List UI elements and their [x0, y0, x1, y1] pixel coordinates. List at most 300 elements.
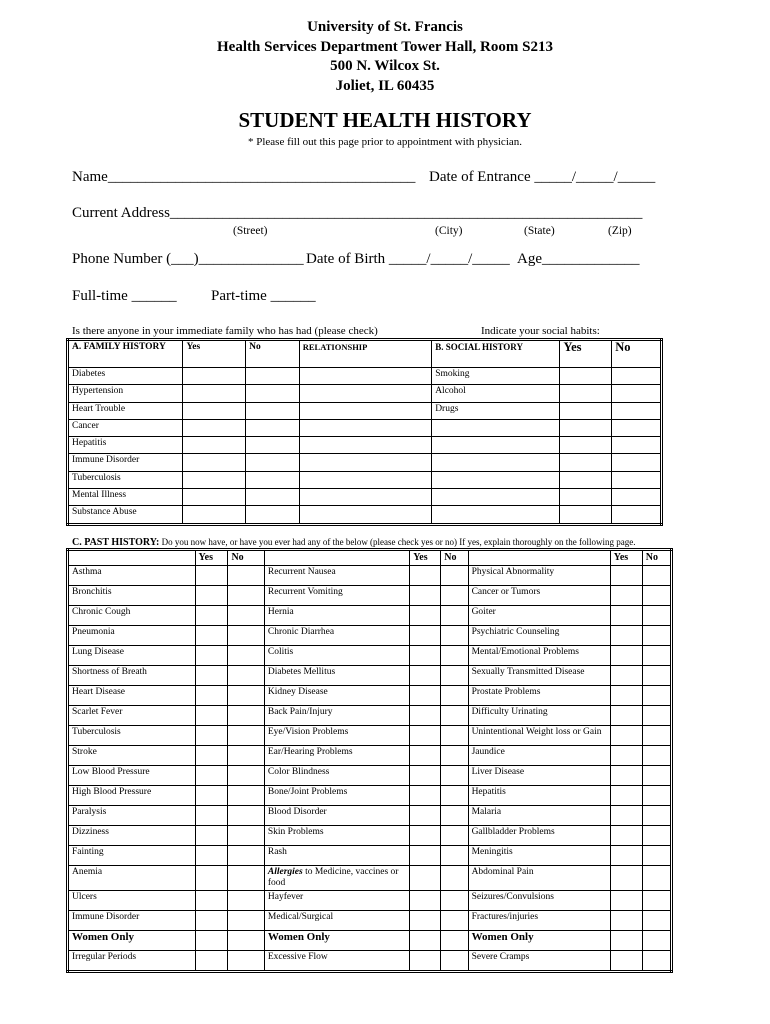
- past-no-checkbox[interactable]: [642, 866, 671, 891]
- past-history-row: [68, 586, 672, 606]
- family-history-row: [68, 454, 662, 471]
- past-yes-checkbox[interactable]: [610, 806, 642, 826]
- past-no-checkbox[interactable]: [441, 646, 468, 666]
- past-yes-checkbox[interactable]: [195, 786, 228, 806]
- past-no-header-3: No: [642, 550, 671, 566]
- social-habit-label: [432, 471, 560, 488]
- past-yes-checkbox[interactable]: [195, 626, 228, 646]
- past-condition-label: Asthma: [68, 566, 196, 586]
- past-history-row: [68, 951, 672, 972]
- social-yes-checkbox[interactable]: [560, 471, 612, 488]
- family-history-row: [68, 368, 662, 385]
- family-yes-checkbox[interactable]: [183, 437, 246, 454]
- past-yes-checkbox[interactable]: [410, 786, 441, 806]
- past-no-checkbox[interactable]: [441, 826, 468, 846]
- past-yes-checkbox[interactable]: [410, 606, 441, 626]
- family-no-checkbox[interactable]: [246, 437, 300, 454]
- family-history-row: [68, 402, 662, 419]
- past-no-checkbox[interactable]: [228, 666, 264, 686]
- header-line-2: Health Services Department Tower Hall, Room S213: [217, 38, 553, 55]
- past-no-checkbox[interactable]: [228, 626, 264, 646]
- social-no-checkbox[interactable]: [612, 385, 662, 402]
- past-condition-label: Severe Cramps: [468, 951, 610, 972]
- past-blank-header: [68, 550, 196, 566]
- family-history-row: [68, 489, 662, 506]
- past-yes-checkbox[interactable]: [610, 951, 642, 972]
- family-yes-checkbox[interactable]: [183, 402, 246, 419]
- past-no-checkbox: [441, 931, 468, 951]
- past-no-checkbox[interactable]: [642, 911, 671, 931]
- family-yes-checkbox[interactable]: [183, 385, 246, 402]
- social-habit-label: [432, 437, 560, 454]
- allergies-rest: to Medicine, vaccines or food: [267, 867, 399, 888]
- past-yes-checkbox: [410, 931, 441, 951]
- allergies-emphasis: Allergies: [267, 867, 303, 877]
- past-no-checkbox[interactable]: [642, 891, 671, 911]
- past-condition-label: Colitis: [264, 646, 409, 666]
- past-no-checkbox[interactable]: [441, 891, 468, 911]
- past-history-row: [68, 911, 672, 931]
- past-no-checkbox[interactable]: [228, 766, 264, 786]
- past-history-table: [66, 548, 673, 973]
- past-yes-checkbox[interactable]: [195, 846, 228, 866]
- family-condition-label: Tuberculosis: [68, 471, 183, 488]
- past-yes-checkbox[interactable]: [410, 826, 441, 846]
- social-yes-checkbox[interactable]: [560, 489, 612, 506]
- family-social-history-table: [66, 338, 663, 526]
- past-no-checkbox[interactable]: [642, 666, 671, 686]
- past-condition-label: Jaundice: [468, 746, 610, 766]
- past-condition-label: Lung Disease: [68, 646, 196, 666]
- past-no-checkbox[interactable]: [642, 686, 671, 706]
- past-yes-checkbox[interactable]: [610, 626, 642, 646]
- past-condition-label: Liver Disease: [468, 766, 610, 786]
- institution-header: [0, 18, 770, 96]
- past-no-checkbox: [642, 931, 671, 951]
- past-history-row: [68, 891, 672, 911]
- past-no-checkbox[interactable]: [228, 911, 264, 931]
- past-no-checkbox[interactable]: [228, 686, 264, 706]
- family-yes-checkbox[interactable]: [183, 489, 246, 506]
- family-condition-label: Substance Abuse: [68, 506, 183, 524]
- past-no-checkbox[interactable]: [228, 606, 264, 626]
- past-no-checkbox[interactable]: [441, 586, 468, 606]
- family-history-row: [68, 419, 662, 436]
- past-yes-checkbox[interactable]: [195, 891, 228, 911]
- past-yes-checkbox[interactable]: [195, 726, 228, 746]
- page-title: STUDENT HEALTH HISTORY: [238, 108, 532, 132]
- social-no-checkbox[interactable]: [612, 368, 662, 385]
- page-subtitle: * Please fill out this page prior to appointment with physician.: [247, 136, 523, 148]
- family-history-header: A. FAMILY HISTORY: [68, 340, 183, 368]
- past-yes-checkbox[interactable]: [195, 826, 228, 846]
- past-no-checkbox[interactable]: [228, 846, 264, 866]
- social-no-checkbox[interactable]: [612, 489, 662, 506]
- past-no-checkbox[interactable]: [642, 746, 671, 766]
- past-condition-label: Cancer or Tumors: [468, 586, 610, 606]
- past-condition-label: Unintentional Weight loss or Gain: [468, 726, 610, 746]
- family-condition-label: Diabetes: [68, 368, 183, 385]
- past-condition-label: Ear/Hearing Problems: [264, 746, 409, 766]
- past-yes-checkbox[interactable]: [195, 646, 228, 666]
- relationship-field[interactable]: [299, 385, 431, 402]
- past-condition-label: [264, 866, 409, 891]
- family-no-checkbox[interactable]: [246, 385, 300, 402]
- past-yes-header-1: Yes: [195, 550, 228, 566]
- past-condition-label: Sexually Transmitted Disease: [468, 666, 610, 686]
- full-time-field[interactable]: Full-time ______: [72, 288, 177, 304]
- header-line-3: 500 N. Wilcox St.: [330, 58, 440, 74]
- past-yes-checkbox[interactable]: [610, 666, 642, 686]
- past-yes-checkbox[interactable]: [195, 606, 228, 626]
- past-no-checkbox[interactable]: [441, 726, 468, 746]
- relationship-field[interactable]: [299, 402, 431, 419]
- past-history-row: [68, 646, 672, 666]
- past-yes-checkbox[interactable]: [195, 586, 228, 606]
- past-condition-label: Chronic Diarrhea: [264, 626, 409, 646]
- past-condition-label: Hepatitis: [468, 786, 610, 806]
- past-yes-checkbox[interactable]: [610, 586, 642, 606]
- family-no-checkbox[interactable]: [246, 489, 300, 506]
- past-no-checkbox[interactable]: [228, 586, 264, 606]
- past-no-checkbox[interactable]: [441, 951, 468, 972]
- past-condition-label: Ulcers: [68, 891, 196, 911]
- header-line-4: Joliet, IL 60435: [335, 77, 435, 94]
- family-yes-header: Yes: [183, 340, 246, 368]
- past-history-row: [68, 666, 672, 686]
- relationship-field[interactable]: [299, 489, 431, 506]
- past-no-checkbox[interactable]: [228, 826, 264, 846]
- past-yes-checkbox[interactable]: [195, 806, 228, 826]
- past-history-row: [68, 866, 672, 891]
- date-of-entrance-field[interactable]: Date of Entrance _____/_____/_____: [429, 169, 656, 185]
- past-condition-label: Heart Disease: [68, 686, 196, 706]
- date-of-birth-field[interactable]: Date of Birth _____/_____/_____: [306, 251, 510, 267]
- past-history-row: [68, 846, 672, 866]
- past-yes-checkbox[interactable]: [610, 826, 642, 846]
- past-history-row: [68, 626, 672, 646]
- family-no-checkbox[interactable]: [246, 454, 300, 471]
- past-history-row: [68, 746, 672, 766]
- social-habit-label: [432, 454, 560, 471]
- past-yes-checkbox[interactable]: [410, 666, 441, 686]
- past-no-checkbox[interactable]: [642, 786, 671, 806]
- past-no-checkbox[interactable]: [228, 746, 264, 766]
- past-no-checkbox[interactable]: [228, 891, 264, 911]
- past-yes-checkbox[interactable]: [410, 746, 441, 766]
- family-history-row: [68, 385, 662, 402]
- past-no-checkbox[interactable]: [441, 566, 468, 586]
- past-history-row: [68, 606, 672, 626]
- past-yes-checkbox[interactable]: [410, 586, 441, 606]
- social-habit-label: Alcohol: [432, 385, 560, 402]
- social-habits-prompt: Indicate your social habits:: [481, 325, 600, 337]
- past-yes-checkbox[interactable]: [610, 726, 642, 746]
- social-yes-checkbox[interactable]: [560, 437, 612, 454]
- past-yes-checkbox[interactable]: [610, 866, 642, 891]
- past-condition-label: Diabetes Mellitus: [264, 666, 409, 686]
- past-no-checkbox[interactable]: [642, 566, 671, 586]
- past-yes-checkbox[interactable]: [410, 846, 441, 866]
- family-condition-label: Mental Illness: [68, 489, 183, 506]
- family-history-prompt: Is there anyone in your immediate family who has had (please check): [72, 325, 378, 337]
- social-habit-label: [432, 419, 560, 436]
- past-history-prompt: [72, 537, 635, 548]
- relationship-header: RELATIONSHIP: [299, 340, 431, 368]
- past-yes-checkbox[interactable]: [195, 686, 228, 706]
- past-yes-checkbox[interactable]: [410, 806, 441, 826]
- past-yes-checkbox[interactable]: [610, 786, 642, 806]
- past-condition-label: Pneumonia: [68, 626, 196, 646]
- past-condition-label: Excessive Flow: [264, 951, 409, 972]
- past-no-checkbox[interactable]: [228, 866, 264, 891]
- family-history-row: [68, 471, 662, 488]
- past-yes-checkbox: [195, 931, 228, 951]
- past-condition-label: Prostate Problems: [468, 686, 610, 706]
- family-condition-label: Cancer: [68, 419, 183, 436]
- past-no-checkbox[interactable]: [441, 606, 468, 626]
- past-no-checkbox[interactable]: [642, 726, 671, 746]
- family-no-checkbox[interactable]: [246, 471, 300, 488]
- past-yes-checkbox[interactable]: [410, 866, 441, 891]
- relationship-field[interactable]: [299, 437, 431, 454]
- family-condition-label: Hypertension: [68, 385, 183, 402]
- past-condition-label: Meningitis: [468, 846, 610, 866]
- past-no-checkbox[interactable]: [642, 626, 671, 646]
- past-condition-label: High Blood Pressure: [68, 786, 196, 806]
- part-time-field[interactable]: Part-time ______: [211, 288, 316, 304]
- past-yes-header-3: Yes: [610, 550, 642, 566]
- relationship-field[interactable]: [299, 471, 431, 488]
- past-no-checkbox[interactable]: [441, 846, 468, 866]
- past-no-checkbox[interactable]: [228, 951, 264, 972]
- past-yes-checkbox[interactable]: [195, 746, 228, 766]
- social-no-checkbox[interactable]: [612, 471, 662, 488]
- past-condition-label: Scarlet Fever: [68, 706, 196, 726]
- past-condition-label: Chronic Cough: [68, 606, 196, 626]
- relationship-field[interactable]: [299, 368, 431, 385]
- family-yes-checkbox[interactable]: [183, 454, 246, 471]
- past-no-checkbox[interactable]: [228, 726, 264, 746]
- social-no-header: No: [612, 340, 662, 368]
- social-yes-checkbox[interactable]: [560, 385, 612, 402]
- past-no-header-2: No: [441, 550, 468, 566]
- past-yes-checkbox[interactable]: [195, 766, 228, 786]
- past-condition-label: Mental/Emotional Problems: [468, 646, 610, 666]
- past-yes-checkbox[interactable]: [610, 706, 642, 726]
- past-yes-checkbox[interactable]: [610, 766, 642, 786]
- social-yes-checkbox[interactable]: [560, 402, 612, 419]
- past-history-row: [68, 786, 672, 806]
- past-no-checkbox[interactable]: [642, 646, 671, 666]
- past-history-row: [68, 806, 672, 826]
- past-history-row: [68, 686, 672, 706]
- past-history-row: [68, 766, 672, 786]
- past-condition-label: Hernia: [264, 606, 409, 626]
- past-yes-checkbox[interactable]: [195, 706, 228, 726]
- past-no-checkbox[interactable]: [642, 951, 671, 972]
- family-yes-checkbox[interactable]: [183, 419, 246, 436]
- past-no-checkbox[interactable]: [642, 706, 671, 726]
- past-yes-checkbox[interactable]: [610, 846, 642, 866]
- past-no-checkbox[interactable]: [228, 646, 264, 666]
- past-no-checkbox[interactable]: [642, 766, 671, 786]
- past-yes-checkbox[interactable]: [410, 686, 441, 706]
- city-label: (City): [435, 225, 463, 237]
- family-yes-checkbox[interactable]: [183, 506, 246, 524]
- family-yes-checkbox[interactable]: [183, 368, 246, 385]
- past-condition-label: Back Pain/Injury: [264, 706, 409, 726]
- past-no-checkbox[interactable]: [228, 786, 264, 806]
- past-condition-label: Physical Abnormality: [468, 566, 610, 586]
- social-history-header: B. SOCIAL HISTORY: [432, 340, 560, 368]
- past-no-checkbox[interactable]: [228, 706, 264, 726]
- past-condition-label: Dizziness: [68, 826, 196, 846]
- past-no-checkbox[interactable]: [441, 666, 468, 686]
- past-no-checkbox[interactable]: [642, 826, 671, 846]
- past-condition-label: Psychiatric Counseling: [468, 626, 610, 646]
- past-yes-checkbox[interactable]: [610, 566, 642, 586]
- past-history-row: [68, 566, 672, 586]
- relationship-field[interactable]: [299, 454, 431, 471]
- family-condition-label: Hepatitis: [68, 437, 183, 454]
- family-no-checkbox[interactable]: [246, 419, 300, 436]
- family-condition-label: Heart Trouble: [68, 402, 183, 419]
- family-no-checkbox[interactable]: [246, 402, 300, 419]
- past-history-row: [68, 931, 672, 951]
- past-no-checkbox[interactable]: [441, 806, 468, 826]
- past-condition-label: Goiter: [468, 606, 610, 626]
- past-yes-checkbox[interactable]: [410, 891, 441, 911]
- past-condition-label: Recurrent Nausea: [264, 566, 409, 586]
- family-history-row: [68, 506, 662, 524]
- past-condition-label: Kidney Disease: [264, 686, 409, 706]
- social-no-checkbox[interactable]: [612, 419, 662, 436]
- family-history-row: [68, 437, 662, 454]
- past-condition-label: Women Only: [68, 931, 196, 951]
- relationship-field[interactable]: [299, 506, 431, 524]
- past-yes-checkbox[interactable]: [610, 746, 642, 766]
- past-no-checkbox[interactable]: [642, 806, 671, 826]
- social-yes-checkbox[interactable]: [560, 419, 612, 436]
- social-yes-checkbox[interactable]: [560, 368, 612, 385]
- past-condition-label: Medical/Surgical: [264, 911, 409, 931]
- family-no-checkbox[interactable]: [246, 506, 300, 524]
- social-yes-checkbox[interactable]: [560, 454, 612, 471]
- past-condition-label: Hayfever: [264, 891, 409, 911]
- past-condition-label: Stroke: [68, 746, 196, 766]
- past-blank-header-2: [264, 550, 409, 566]
- past-condition-label: Bone/Joint Problems: [264, 786, 409, 806]
- past-yes-checkbox[interactable]: [410, 626, 441, 646]
- past-yes-header-2: Yes: [410, 550, 441, 566]
- past-no-checkbox[interactable]: [441, 626, 468, 646]
- social-yes-header: Yes: [560, 340, 612, 368]
- state-label: (State): [524, 225, 555, 237]
- past-condition-label: Skin Problems: [264, 826, 409, 846]
- relationship-field[interactable]: [299, 419, 431, 436]
- social-yes-checkbox[interactable]: [560, 506, 612, 524]
- past-no-checkbox[interactable]: [642, 606, 671, 626]
- social-no-checkbox[interactable]: [612, 402, 662, 419]
- past-no-checkbox[interactable]: [441, 746, 468, 766]
- past-no-checkbox[interactable]: [441, 911, 468, 931]
- past-condition-label: Fractures/injuries: [468, 911, 610, 931]
- past-no-checkbox: [228, 931, 264, 951]
- past-no-checkbox[interactable]: [228, 806, 264, 826]
- past-blank-header-3: [468, 550, 610, 566]
- social-no-checkbox[interactable]: [612, 454, 662, 471]
- family-no-header: No: [246, 340, 300, 368]
- past-condition-label: Eye/Vision Problems: [264, 726, 409, 746]
- past-no-checkbox[interactable]: [441, 686, 468, 706]
- social-habit-label: [432, 489, 560, 506]
- past-yes-checkbox[interactable]: [610, 686, 642, 706]
- social-habit-label: [432, 506, 560, 524]
- past-yes-checkbox[interactable]: [195, 951, 228, 972]
- past-condition-label: Paralysis: [68, 806, 196, 826]
- past-no-checkbox[interactable]: [441, 786, 468, 806]
- past-yes-checkbox[interactable]: [410, 646, 441, 666]
- past-yes-checkbox[interactable]: [195, 911, 228, 931]
- past-condition-label: Abdominal Pain: [468, 866, 610, 891]
- past-condition-label: Shortness of Breath: [68, 666, 196, 686]
- past-yes-checkbox[interactable]: [410, 911, 441, 931]
- past-yes-checkbox[interactable]: [195, 666, 228, 686]
- past-no-checkbox[interactable]: [441, 866, 468, 891]
- past-condition-label: Women Only: [468, 931, 610, 951]
- family-condition-label: Immune Disorder: [68, 454, 183, 471]
- name-field[interactable]: Name_________________________________________: [72, 169, 416, 185]
- past-yes-checkbox[interactable]: [410, 566, 441, 586]
- past-yes-checkbox[interactable]: [410, 766, 441, 786]
- phone-number-field[interactable]: Phone Number (___)______________: [72, 251, 304, 267]
- social-no-checkbox[interactable]: [612, 437, 662, 454]
- past-condition-label: Immune Disorder: [68, 911, 196, 931]
- past-no-checkbox[interactable]: [642, 846, 671, 866]
- past-yes-checkbox[interactable]: [410, 726, 441, 746]
- family-yes-checkbox[interactable]: [183, 471, 246, 488]
- past-condition-label: Seizures/Convulsions: [468, 891, 610, 911]
- past-yes-checkbox[interactable]: [610, 606, 642, 626]
- current-address-field[interactable]: Current Address_______________________________________________________________: [72, 205, 643, 221]
- past-condition-label: Recurrent Vomiting: [264, 586, 409, 606]
- past-yes-checkbox[interactable]: [610, 911, 642, 931]
- past-history-label: C. PAST HISTORY:: [72, 537, 160, 548]
- past-condition-label: Irregular Periods: [68, 951, 196, 972]
- family-no-checkbox[interactable]: [246, 368, 300, 385]
- past-no-checkbox[interactable]: [441, 766, 468, 786]
- past-yes-checkbox[interactable]: [610, 646, 642, 666]
- social-no-checkbox[interactable]: [612, 506, 662, 524]
- past-yes-checkbox[interactable]: [410, 951, 441, 972]
- past-yes-checkbox: [610, 931, 642, 951]
- past-yes-checkbox[interactable]: [410, 706, 441, 726]
- past-no-checkbox[interactable]: [642, 586, 671, 606]
- past-history-row: [68, 826, 672, 846]
- past-yes-checkbox[interactable]: [195, 866, 228, 891]
- past-yes-checkbox[interactable]: [610, 891, 642, 911]
- age-field[interactable]: Age_____________: [517, 251, 640, 267]
- past-condition-label: Women Only: [264, 931, 409, 951]
- past-no-checkbox[interactable]: [228, 566, 264, 586]
- past-condition-label: Malaria: [468, 806, 610, 826]
- past-condition-label: Fainting: [68, 846, 196, 866]
- zip-label: (Zip): [608, 225, 632, 237]
- past-history-instructions: Do you now have, or have you ever had any of the below (please check yes or no) If yes, explain thoroughly on the following page.: [161, 537, 636, 547]
- past-yes-checkbox[interactable]: [195, 566, 228, 586]
- past-no-checkbox[interactable]: [441, 706, 468, 726]
